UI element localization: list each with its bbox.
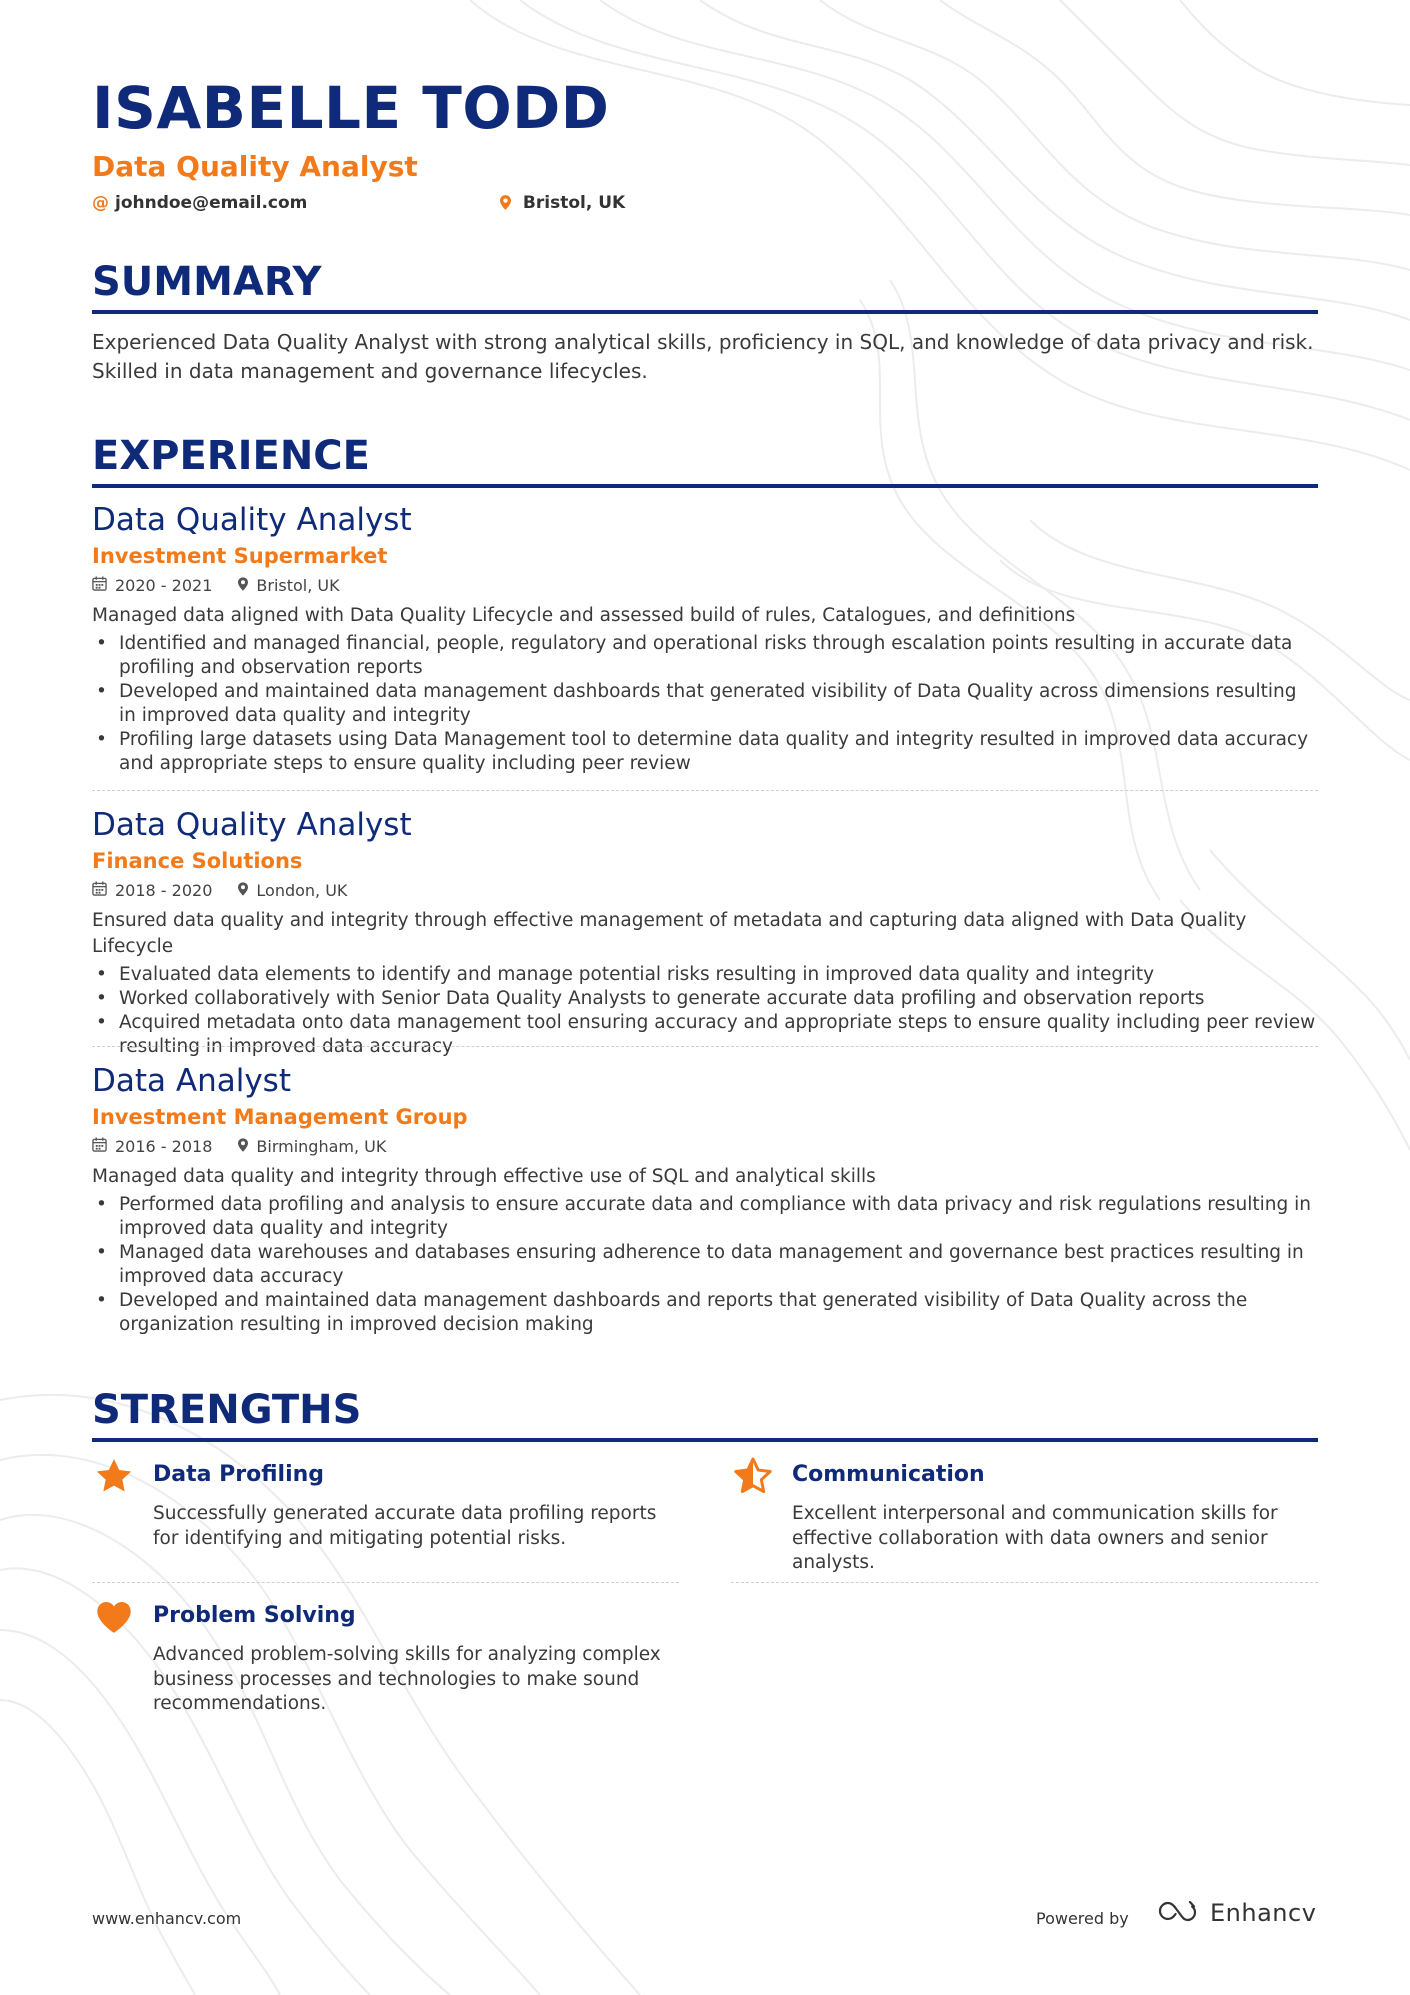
- job-title: Data Analyst: [92, 1063, 291, 1099]
- job-dates: 2016 - 2018: [115, 1137, 213, 1156]
- enhancv-logo[interactable]: [1156, 1899, 1316, 1927]
- strength-title: Data Profiling: [153, 1462, 325, 1487]
- job-location: London, UK: [256, 881, 348, 900]
- job-divider: [92, 790, 1318, 791]
- summary-text: Experienced Data Quality Analyst with strong analytical skills, proficiency in SQL, and knowledge of data privacy and risk. Skilled in data management and governance lifecycles.: [92, 330, 1314, 383]
- star-half-icon: [733, 1456, 773, 1496]
- job-company: Investment Management Group: [92, 1105, 468, 1129]
- job-entry: [92, 500, 1318, 776]
- list-item: • Acquired metadata onto data management tool ensuring accuracy and appropriate steps to ensure quality including peer review resulting in improved data accuracy: [92, 1011, 1318, 1059]
- list-item: • Profiling large datasets using Data Management tool to determine data quality and integrity resulted in improved data accuracy and appropriate steps to ensure quality including peer review: [92, 728, 1318, 776]
- job-description: Managed data quality and integrity through effective use of SQL and analytical skills: [92, 1166, 876, 1187]
- footer-url[interactable]: www.enhancv.com: [92, 1909, 242, 1928]
- strength-description: Advanced problem-solving skills for analyzing complex business processes and technologies to make sound recommendations.: [153, 1644, 661, 1714]
- job-divider: [92, 1046, 1318, 1047]
- contact-email[interactable]: [92, 193, 307, 213]
- list-item: • Identified and managed financial, people, regulatory and operational risks through escalation points resulting in accurate data profiling and observation reports: [92, 632, 1318, 680]
- strength-description: Successfully generated accurate data profiling reports for identifying and mitigating potential risks.: [153, 1503, 657, 1549]
- footer-powered-by: Powered by: [1036, 1909, 1129, 1928]
- location-pin-icon: [238, 574, 248, 598]
- job-meta: [92, 574, 1318, 598]
- at-icon: @: [92, 193, 109, 213]
- job-location: Birmingham, UK: [256, 1137, 387, 1156]
- location-pin-icon: [500, 193, 517, 213]
- job-description: Ensured data quality and integrity through effective management of metadata and capturing data aligned with Data Quality Lifecycle: [92, 910, 1247, 957]
- job-dates: 2020 - 2021: [115, 576, 213, 595]
- experience-heading: EXPERIENCE: [92, 432, 1318, 488]
- location-pin-icon: [238, 1135, 248, 1159]
- candidate-role: Data Quality Analyst: [92, 150, 418, 183]
- calendar-icon: [92, 879, 107, 903]
- contact-location: [500, 193, 625, 213]
- enhancv-logo-icon: [1156, 1899, 1202, 1927]
- job-title: Data Quality Analyst: [92, 807, 412, 843]
- strength-description: Excellent interpersonal and communication skills for effective collaboration with data owners and senior analysts.: [792, 1503, 1278, 1573]
- job-description: Managed data aligned with Data Quality Lifecycle and assessed build of rules, Catalogues, and definitions: [92, 605, 1076, 626]
- job-company: Investment Supermarket: [92, 544, 388, 568]
- job-bullets: [92, 963, 1318, 1059]
- strength-divider: [92, 1582, 679, 1583]
- calendar-icon: [92, 1135, 107, 1159]
- location-text: Bristol, UK: [522, 193, 626, 213]
- footer-brand: Enhancv: [1210, 1899, 1317, 1927]
- job-meta: [92, 879, 1318, 903]
- strength-title: Problem Solving: [153, 1603, 356, 1628]
- list-item: • Developed and maintained data management dashboards that generated visibility of Data Quality across dimensions resulting in improved data quality and integrity: [92, 680, 1318, 728]
- list-item: • Worked collaboratively with Senior Data Quality Analysts to generate accurate data profiling and observation reports: [92, 987, 1318, 1011]
- calendar-icon: [92, 574, 107, 598]
- job-company: Finance Solutions: [92, 849, 303, 873]
- strength-divider: [731, 1582, 1318, 1583]
- job-dates: 2018 - 2020: [115, 881, 213, 900]
- job-meta: [92, 1135, 1318, 1159]
- job-entry: [92, 805, 1318, 1059]
- location-pin-icon: [238, 879, 248, 903]
- summary-heading: SUMMARY: [92, 258, 1318, 314]
- job-title: Data Quality Analyst: [92, 502, 412, 538]
- star-filled-icon: [94, 1456, 134, 1496]
- heart-icon: [94, 1597, 134, 1637]
- list-item: • Performed data profiling and analysis to ensure accurate data and compliance with data privacy and risk regulations resulting in improved data quality and integrity: [92, 1193, 1318, 1241]
- job-bullets: [92, 632, 1318, 776]
- strengths-heading: STRENGTHS: [92, 1386, 1318, 1442]
- strength-title: Communication: [792, 1462, 985, 1487]
- list-item: • Developed and maintained data management dashboards and reports that generated visibility of Data Quality across the organization resulting in improved decision making: [92, 1289, 1318, 1337]
- job-entry: [92, 1061, 1318, 1337]
- email-text: johndoe@email.com: [115, 193, 308, 213]
- list-item: • Evaluated data elements to identify and manage potential risks resulting in improved data quality and integrity: [92, 963, 1318, 987]
- job-bullets: [92, 1193, 1318, 1337]
- list-item: • Managed data warehouses and databases ensuring adherence to data management and governance best practices resulting in improved data accuracy: [92, 1241, 1318, 1289]
- candidate-name: ISABELLE TODD: [92, 74, 610, 142]
- job-location: Bristol, UK: [256, 576, 340, 595]
